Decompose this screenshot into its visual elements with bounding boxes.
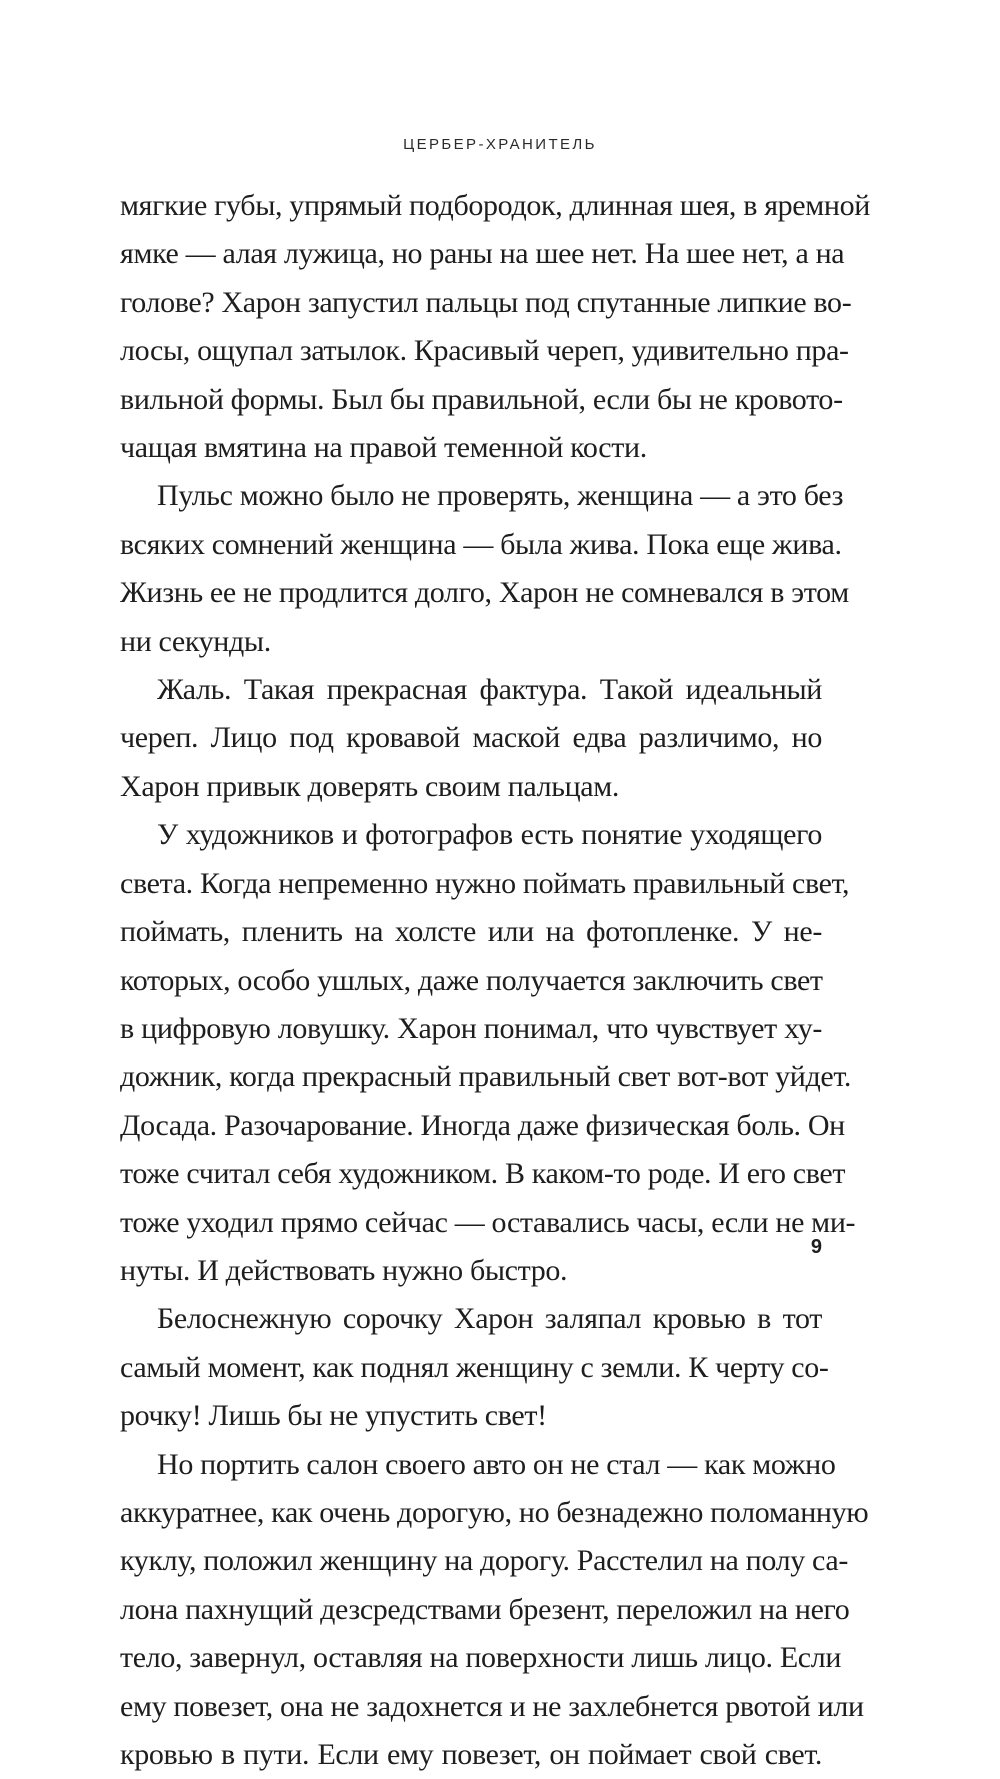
paragraph (120, 1295, 829, 1440)
text-line: вильной формы. Был бы правильной, если бы не кровото- (120, 382, 843, 416)
text-line: кровью в пути. Если ему повезет, он поймает свой свет. (120, 1738, 822, 1771)
paragraph (120, 472, 849, 666)
text-line: лона пахнущий дезсредствами брезент, переложил на него (120, 1592, 850, 1626)
text-line: ни секунды. (120, 624, 271, 658)
text-line: самый момент, как поднял женщину с земли. К черту со- (120, 1350, 829, 1384)
text-line: нуты. И действовать нужно быстро. (120, 1253, 568, 1287)
text-line: света. Когда непременно нужно поймать правильный свет, (120, 866, 850, 900)
page-number: 9 (810, 1236, 822, 1258)
text-line: Харон привык доверять своим пальцам. (120, 769, 620, 803)
text-line: лосы, ощупал затылок. Красивый череп, удивительно пра- (120, 334, 849, 368)
text-line: Пульс можно было не проверять, женщина — а это без (157, 479, 844, 513)
body-text (120, 182, 870, 1779)
text-line: рочку! Лишь бы не упустить свет! (120, 1399, 547, 1433)
text-line: которых, особо ушлых, даже получается заключить свет (120, 963, 823, 997)
paragraph (120, 182, 870, 472)
text-line: тоже уходил прямо сейчас — оставались часы, если не ми- (120, 1205, 856, 1239)
text-line: ему повезет, она не задохнется и не захлебнется рвотой или (120, 1689, 864, 1723)
text-line: поймать, пленить на холсте или на фотопленке. У не- (120, 915, 822, 949)
text-line: Белоснежную сорочку Харон заляпал кровью в тот (157, 1302, 822, 1336)
text-line: голове? Харон запустил пальцы под спутанные липкие во- (120, 285, 852, 319)
text-line: тело, завернул, оставляя на поверхности лишь лицо. Если (120, 1641, 842, 1675)
text-line: ямке — алая лужица, но раны на шее нет. На шее нет, а на (120, 237, 845, 271)
paragraph (120, 666, 822, 811)
text-line: Жаль. Такая прекрасная фактура. Такой идеальный (157, 673, 822, 707)
text-line: дожник, когда прекрасный правильный свет вот-вот уйдет. (120, 1060, 852, 1094)
text-line: Но портить салон своего авто он не стал — как можно (157, 1447, 836, 1481)
text-line: чащая вмятина на правой теменной кости. (120, 431, 647, 465)
text-line: тоже считал себя художником. В каком-то роде. И его свет (120, 1157, 846, 1191)
text-line: мягкие губы, упрямый подбородок, длинная шея, в яремной (120, 189, 870, 222)
text-line: череп. Лицо под кровавой маской едва различимо, но (120, 721, 822, 755)
running-title: ЦЕРБЕР-ХРАНИТЕЛЬ (403, 136, 597, 153)
paragraph (120, 811, 856, 1295)
text-line: Жизнь ее не продлится долго, Харон не сомневался в этом (120, 576, 849, 610)
text-line: всяких сомнений женщина — была жива. Пока еще жива. (120, 527, 842, 561)
text-line: У художников и фотографов есть понятие уходящего (157, 818, 822, 852)
text-line: в цифровую ловушку. Харон понимал, что чувствует ху- (120, 1011, 822, 1045)
paragraph (120, 1441, 869, 1779)
text-line: аккуратнее, как очень дорогую, но безнадежно поломанную (120, 1495, 869, 1529)
text-line: Досада. Разочарование. Иногда даже физическая боль. Он (120, 1108, 845, 1142)
text-line: куклу, положил женщину на дорогу. Расстелил на полу са- (120, 1544, 848, 1578)
